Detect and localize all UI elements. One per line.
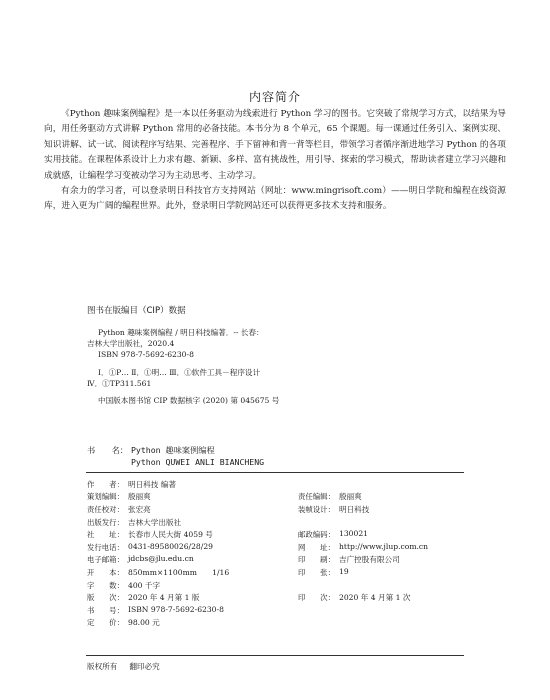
intro-title: 内容简介 xyxy=(248,90,301,104)
publication-field-label: 社 址： xyxy=(87,530,124,540)
publication-field-label: 责任编辑： xyxy=(298,492,335,502)
publication-field xyxy=(87,567,298,578)
publication-field-label: 装帧设计： xyxy=(298,504,335,514)
publication-field-value: 殷丽爽 xyxy=(339,492,362,502)
publication-field-value: 明日科技 xyxy=(339,504,370,514)
publication-field-value: 吉林大学出版社 xyxy=(128,517,182,527)
book-title: Python 趣味案例编程 xyxy=(131,445,215,455)
rights-line xyxy=(87,661,160,672)
cip-block xyxy=(87,327,387,406)
book-title-label: 书 名： xyxy=(87,445,128,455)
publication-field xyxy=(87,554,298,565)
publication-field-value: 19 xyxy=(339,566,349,576)
publication-field-value: http://www.jlup.com.cn xyxy=(339,541,429,551)
publication-field xyxy=(87,504,298,515)
publication-field-label: 印 张： xyxy=(298,567,335,577)
publication-row xyxy=(87,478,467,491)
publication-info xyxy=(87,478,467,629)
cip-class-line: Ⅳ．①TP311.561 xyxy=(87,378,152,388)
publication-field xyxy=(87,479,298,490)
publication-row xyxy=(87,579,467,592)
publication-field-value: 130021 xyxy=(339,529,368,539)
publication-field-value: 98.00 元 xyxy=(128,618,160,628)
cip-heading: 图书在版编目（CIP）数据 xyxy=(87,306,186,316)
publication-field-label: 字 数： xyxy=(87,580,124,590)
publication-field-label: 版 次： xyxy=(87,593,124,603)
publication-row xyxy=(87,604,467,617)
publication-row xyxy=(87,491,467,504)
publication-field xyxy=(87,517,298,528)
publication-field-value: 2020 年 4 月第 1 次 xyxy=(339,593,411,603)
publication-field-value: ISBN 978-7-5692-6230-8 xyxy=(128,604,224,614)
cip-record: 中国版本图书馆 CIP 数据核字 (2020) 第 045675 号 xyxy=(98,396,280,406)
publication-field-value: 400 千字 xyxy=(128,580,161,590)
rights-value: 翻印必究 xyxy=(129,662,160,671)
publication-field-value: 明日科技 编著 xyxy=(128,479,176,489)
publication-field-value: jdcbs@jlu.edu.cn xyxy=(128,554,194,564)
intro-paragraph-1: 《Python 趣味案例编程》是一本以任务驱动为线索进行 Python 学习的图书。它突破了常规学习方式，以结果为导向，用任务驱动方式讲解 Python 常用的必备技能。本书分为 8 个单元，65 个课题。每一课通过任务引入、案例实现、知识讲解、试一试、阅读程序写结果、完善程序、手下留神和背一背等栏目，带领学习者循序渐进地学习 Python 的各项实用技能。在课程体系设计上力求有趣、新颖、多样、富有挑战性，用引导、探索的学习模式，帮助读者建立学习兴趣和成就感，让编程学习变被动学习为主动思考、主动学习。 xyxy=(44,109,506,181)
publication-row xyxy=(87,541,467,554)
book-title-pinyin: Python QUWEI ANLI BIANCHENG xyxy=(131,457,265,467)
rights-label: 版权所有 xyxy=(87,662,118,671)
publication-field-value: 850mm×1100mm 1/16 xyxy=(128,567,230,577)
publication-field xyxy=(87,491,298,502)
publication-row xyxy=(87,503,467,516)
publication-field-value: 0431-89580026/28/29 xyxy=(128,541,213,551)
publication-field-label: 书 号： xyxy=(87,605,124,615)
publication-field xyxy=(298,592,467,603)
divider xyxy=(86,655,464,656)
publication-field-label: 网 址： xyxy=(298,542,335,552)
publication-field-label: 印 次： xyxy=(298,593,335,603)
cip-line: ISBN 978-7-5692-6230-8 xyxy=(98,350,194,360)
book-title-block xyxy=(87,444,264,468)
publication-row xyxy=(87,617,467,630)
intro-body xyxy=(44,107,506,215)
publication-row xyxy=(87,554,467,567)
publication-field-label: 电子邮箱： xyxy=(87,555,124,565)
publication-field-label: 印 刷： xyxy=(298,555,335,565)
publication-row xyxy=(87,591,467,604)
publication-field xyxy=(87,529,298,540)
publication-field xyxy=(298,491,467,502)
publication-field-label: 开 本： xyxy=(87,567,124,577)
publication-field-label: 出版发行： xyxy=(87,517,124,527)
publication-field-label: 策划编辑： xyxy=(87,492,124,502)
publication-field-label: 邮政编码： xyxy=(298,530,335,540)
publication-field xyxy=(87,605,298,616)
divider xyxy=(86,472,464,473)
publication-field-label: 责任校对： xyxy=(87,504,124,514)
cip-class-line: Ⅰ．①P… Ⅱ．①明… Ⅲ．①软件工具－程序设计 xyxy=(98,367,261,377)
publication-field xyxy=(298,529,467,540)
publication-field xyxy=(298,504,467,515)
publication-field xyxy=(87,617,298,628)
publication-field xyxy=(298,567,467,578)
publication-field-value: 吉广控股有限公司 xyxy=(339,555,400,565)
intro-paragraph-2: 有余力的学习者，可以登录明日科技官方支持网站（网址：www.mingrisoft.com）——明日学院和编程在线资源库，进入更为广阔的编程世界。此外，登录明日学院网站还可以获得更多技术支持和服务。 xyxy=(44,186,506,212)
publication-field-value: 张宏亮 xyxy=(128,504,151,514)
publication-field-value: 殷丽爽 xyxy=(128,492,151,502)
publication-field-value: 2020 年 4 月第 1 版 xyxy=(128,593,200,603)
publication-row xyxy=(87,566,467,579)
cip-line: 吉林大学出版社，2020.4 xyxy=(87,339,175,349)
publication-field xyxy=(87,542,298,553)
publication-field-label: 作 者： xyxy=(87,479,124,489)
publication-row xyxy=(87,528,467,541)
publication-field-label: 定 价： xyxy=(87,618,124,628)
publication-field xyxy=(87,580,298,591)
publication-field xyxy=(298,542,467,553)
publication-field-value: 长春市人民大街 4059 号 xyxy=(128,530,213,540)
cip-line: Python 趣味案例编程 / 明日科技编著．-- 长春： xyxy=(98,328,264,337)
publication-row xyxy=(87,516,467,529)
publication-field xyxy=(87,592,298,603)
publication-field xyxy=(298,554,467,565)
publication-field-label: 发行电话： xyxy=(87,542,124,552)
